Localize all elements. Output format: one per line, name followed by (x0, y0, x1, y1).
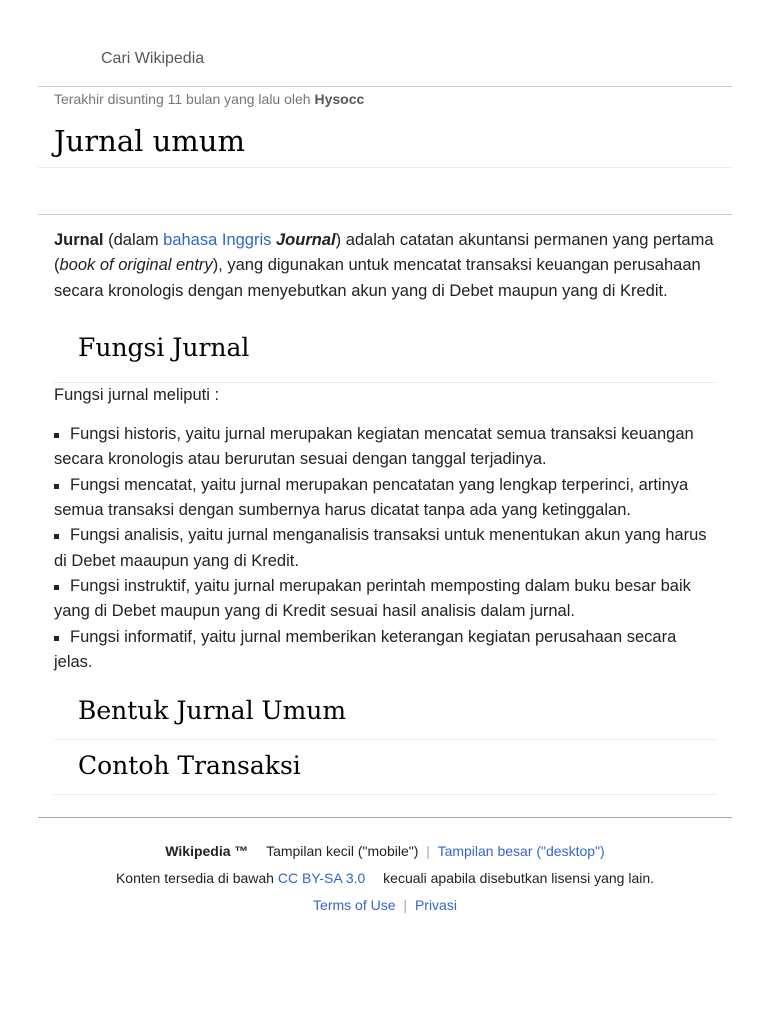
intro-text: (dalam (108, 231, 159, 249)
terms-link[interactable]: Terms of Use (313, 897, 396, 913)
bullet-icon (54, 484, 59, 489)
mobile-view-label: Tampilan kecil ("mobile") (266, 843, 419, 859)
license-link[interactable]: CC BY-SA 3.0 (277, 870, 366, 886)
article-content (54, 228, 716, 795)
separator: | (403, 897, 408, 913)
footer-row-links (38, 892, 732, 919)
footer (38, 838, 732, 919)
list-item: Fungsi mencatat, yaitu jurnal merupakan pencatatan yang lengkap terperinci, artinya semua transaksi dengan sumbernya harus dicatat tanpa ada yang ketinggalan. (54, 475, 689, 520)
intro-english-term: Journal (276, 231, 336, 249)
list-item: Fungsi instruktif, yaitu jurnal merupakan perintah memposting dalam buku besar baik yang di Debet maupun yang di Kredit sesuai hasil analisis dalam jurnal. (54, 576, 691, 621)
license-prefix: Konten tersedia di bawah (115, 870, 274, 886)
lang-link[interactable]: bahasa Inggris (163, 231, 272, 249)
last-modified-bar[interactable] (54, 91, 364, 107)
section-fungsi-jurnal[interactable] (54, 328, 716, 383)
section-heading[interactable]: Contoh Transaksi (78, 751, 301, 781)
intro-paragraph (54, 228, 716, 304)
last-modified-user[interactable]: Hysocc (314, 91, 365, 107)
bullet-icon (54, 636, 59, 641)
section-bentuk-jurnal-umum[interactable] (54, 685, 716, 740)
list-item: Fungsi analisis, yaitu jurnal menganalisis transaksi untuk menentukan akun yang harus di Debet maaupun yang di Kredit. (54, 526, 707, 570)
page-title: Jurnal umum (54, 124, 245, 158)
section-contoh-transaksi[interactable] (54, 740, 716, 795)
function-list (54, 422, 716, 675)
last-modified-text: Terakhir disunting 11 bulan yang lalu oleh (54, 91, 311, 107)
privacy-link[interactable]: Privasi (414, 897, 457, 913)
list-item: Fungsi historis, yaitu jurnal merupakan kegiatan mencatat semua transaksi keuangan secara kronologis atau berurutan sesuai dengan tanggal terjadinya. (54, 425, 694, 469)
footer-row-views (38, 838, 732, 865)
intro-text: ), yang digunakan untuk mencatat transaksi keuangan perusahaan secara kronologis dengan menyebutkan akun yang di Debet maupun yang di Kredit. (54, 256, 701, 300)
intro-italic-phrase: book of original entry (59, 256, 213, 275)
intro-term: Jurnal (54, 231, 104, 249)
bullet-icon (54, 585, 59, 590)
search-input[interactable]: Cari Wikipedia (101, 50, 205, 67)
header (38, 40, 732, 87)
section-intro: Fungsi jurnal meliputi : (54, 385, 220, 404)
bullet-icon (54, 534, 59, 539)
footer-divider (38, 817, 732, 818)
bullet-icon (54, 433, 59, 438)
intro-text: ) adalah catatan akuntansi permanen yang pertama ( (54, 231, 714, 275)
divider (38, 214, 732, 215)
title-section (38, 118, 732, 168)
list-item: Fungsi informatif, yaitu jurnal memberikan keterangan kegiatan perusahaan secara jelas. (54, 627, 677, 671)
footer-row-license (38, 865, 732, 892)
section-heading[interactable]: Bentuk Jurnal Umum (78, 696, 347, 726)
desktop-view-link[interactable]: Tampilan besar ("desktop") (437, 843, 605, 859)
separator: | (426, 843, 430, 859)
section-heading[interactable]: Fungsi Jurnal (78, 332, 250, 362)
license-suffix: kecuali apabila disebutkan lisensi yang lain. (383, 870, 655, 886)
wikipedia-wordmark[interactable]: Wikipedia ™ (165, 843, 249, 859)
